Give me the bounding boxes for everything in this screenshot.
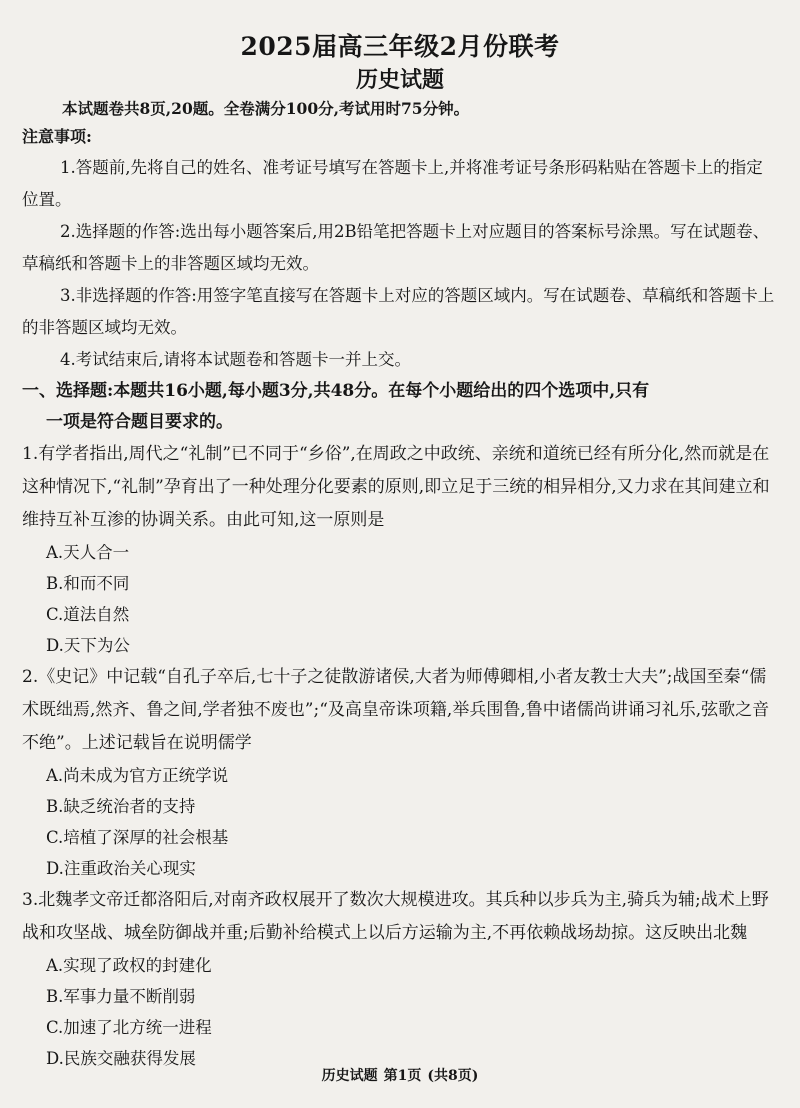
question-stem: 1.有学者指出,周代之“礼制”已不同于“乡俗”,在周政之中政统、亲统和道统已经有所分化,然而就是在这种情况下,“礼制”孕育出了一种处理分化要素的原则,即立足于三统的相异相分,又力求在其间建立和维持互补互渗的协调关系。由此可知,这一原则是 xyxy=(22,444,770,530)
footer-subject: 历史试题 xyxy=(321,1068,378,1084)
option-b: B.军事力量不断削弱 xyxy=(46,987,196,1006)
option-d: D.注重政治关心现实 xyxy=(46,859,196,878)
section-heading-line1: 一、选择题:本题共16小题,每小题3分,共48分。在每个小题给出的四个选项中,只有 xyxy=(22,381,650,401)
question-stem: 3.北魏孝文帝迁都洛阳后,对南齐政权展开了数次大规模进攻。其兵种以步兵为主,骑兵为辅;战术上野战和攻坚战、城垒防御战并重;后勤补给模式上以后方运输为主,不再依赖战场劫掠。这反映出北魏 xyxy=(22,890,769,943)
option-b: B.和而不同 xyxy=(46,574,130,593)
page-footer xyxy=(0,1066,800,1086)
option-a: A.尚未成为官方正统学说 xyxy=(46,766,229,785)
option-a: A.天人合一 xyxy=(46,543,130,562)
notice-heading: 注意事项: xyxy=(22,127,92,146)
option-a: A.实现了政权的封建化 xyxy=(46,956,212,975)
section-heading xyxy=(22,376,778,438)
notice-item-2: 2.选择题的作答:选出每小题答案后,用2B铅笔把答题卡上对应题目的答案标号涂黑。写在试题卷、草稿纸和答题卡上的非答题区域均无效。 xyxy=(22,222,770,273)
footer-total-pages: (共8页) xyxy=(427,1068,479,1084)
notice-item-4: 4.考试结束后,请将本试题卷和答题卡一并上交。 xyxy=(60,350,411,369)
option-d: D.民族交融获得发展 xyxy=(46,1049,196,1068)
question-3 xyxy=(22,884,778,1074)
notice-item-3: 3.非选择题的作答:用签字笔直接写在答题卡上对应的答题区域内。写在试题卷、草稿纸和答题卡上的非答题区域均无效。 xyxy=(22,286,775,337)
section-heading-line2: 一项是符合题目要求的。 xyxy=(46,412,233,432)
option-c: C.培植了深厚的社会根基 xyxy=(46,828,229,847)
notice-item-1: 1.答题前,先将自己的姓名、准考证号填写在答题卡上,并将准考证号条形码粘贴在答题卡上的指定位置。 xyxy=(22,158,763,209)
question-2 xyxy=(22,661,778,884)
subject-title: 历史试题 xyxy=(355,67,444,93)
option-d: D.天下为公 xyxy=(46,636,130,655)
question-1 xyxy=(22,438,778,661)
question-stem: 2.《史记》中记载“自孔子卒后,七十子之徒散游诸侯,大者为师傅卿相,小者友教士大夫”;战国至秦“儒术既绌焉,然齐、鲁之间,学者独不废也”;“及高皇帝诛项籍,举兵围鲁,鲁中诸儒尚讲诵习礼乐,弦歌之音不绝”。上述记载旨在说明儒学 xyxy=(22,667,770,753)
option-c: C.道法自然 xyxy=(46,605,130,624)
footer-page-number: 第1页 xyxy=(383,1068,422,1084)
exam-info: 本试题卷共8页,20题。全卷满分100分,考试用时75分钟。 xyxy=(62,99,470,118)
option-c: C.加速了北方统一进程 xyxy=(46,1018,212,1037)
option-b: B.缺乏统治者的支持 xyxy=(46,797,196,816)
exam-title: 2025届高三年级2月份联考 xyxy=(240,32,560,61)
